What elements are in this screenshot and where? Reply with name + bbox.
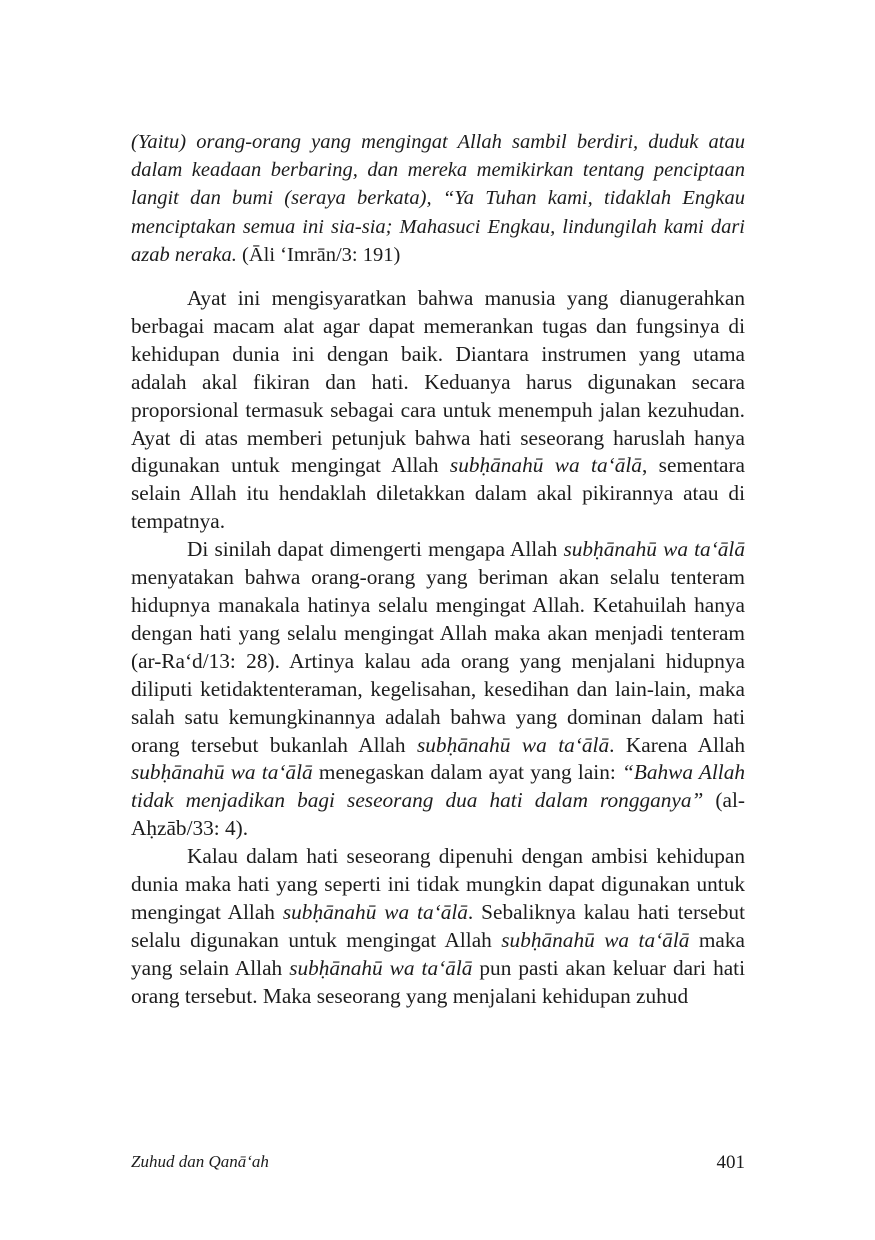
text-run: . Sebaliknya kalau hati tersebut selalu digunakan untuk mengingat Allah <box>131 899 745 952</box>
italic-term: subḥānahū wa ta‘ālā <box>131 760 313 785</box>
italic-term: subḥānahū wa ta‘ālā <box>289 955 473 980</box>
verse-citation: (Āli ‘Imrān/3: 191) <box>236 243 401 266</box>
text-run: Di sinilah dapat dimengerti mengapa Allah <box>187 537 564 562</box>
text-run: Ayat ini mengisyaratkan bahwa manusia yang dianugerahkan berbagai macam alat agar dapat memerankan tugas dan fungsinya di kehidupan dunia ini dengan baik. Diantara instrumen yang utama adalah akal fikiran dan hati. Keduanya harus digunakan secara proporsional termasuk sebagai cara untuk menempuh jalan kezuhudan. Ayat di atas memberi petunjuk bahwa hati seseorang haruslah hanya digunakan untuk mengingat Allah <box>131 286 745 478</box>
italic-term: subḥānahū wa ta‘ālā <box>282 899 468 924</box>
text-run: pun pasti akan keluar dari hati orang tersebut. Maka seseorang yang menjalani kehidupan zuhud <box>131 955 746 1008</box>
running-footer-title: Zuhud dan Qanā‘ah <box>131 1152 269 1171</box>
italic-term: “Bahwa Allah tidak menjadikan bagi seseorang dua hati dalam rongganya” <box>131 760 745 813</box>
text-run: menegaskan dalam ayat yang lain: <box>312 760 623 785</box>
italic-term: subḥānahū wa ta‘ālā <box>416 732 610 757</box>
text-run: (al-Aḥzāb/33: 4). <box>131 788 745 841</box>
italic-term: subḥānahū wa ta‘ālā <box>563 537 745 562</box>
text-run: Kalau dalam hati seseorang dipenuhi dengan ambisi kehidupan dunia maka hati yang seperti ini tidak mungkin dapat digunakan untuk mengingat Allah <box>131 844 745 924</box>
italic-term: subḥānahū wa ta‘ālā <box>501 927 690 952</box>
italic-term: subḥānahū wa ta‘ālā <box>449 453 642 478</box>
page-number: 401 <box>716 1152 745 1173</box>
quran-verse-translation <box>131 128 745 269</box>
paragraph <box>131 536 745 843</box>
text-run: , sementara selain Allah itu hendaklah diletakkan dalam akal pikirannya atau di tempatnya. <box>131 453 745 534</box>
body-text <box>131 128 745 1011</box>
text-run: menyatakan bahwa orang-orang yang beriman akan selalu tenteram hidupnya manakala hatinya selalu mengingat Allah. Ketahuilah hanya dengan hati yang selalu mengingat Allah maka akan menjadi tenteram (ar-Ra‘d/13: 28). Artinya kalau ada orang yang menjalani hidupnya diliputi ketidaktenteraman, kegelisahan, kesedihan dan lain-lain, maka salah satu kemungkinannya adalah bahwa yang dominan dalam hati orang tersebut bukanlah Allah <box>131 565 745 757</box>
paragraph <box>131 843 745 1010</box>
paragraph <box>131 285 745 536</box>
verse-text: (Yaitu) orang-orang yang mengingat Allah sambil berdiri, duduk atau dalam keadaan berbaring, dan mereka memikirkan tentang penciptaan langit dan bumi (seraya berkata), “Ya Tuhan kami, tidaklah Engkau menciptakan semua ini sia-sia; Mahasuci Engkau, lindungilah kami dari azab neraka. <box>131 131 745 266</box>
text-run: . Karena Allah <box>609 732 745 757</box>
text-run: maka yang selain Allah <box>131 927 745 980</box>
page-footer <box>131 1152 745 1182</box>
